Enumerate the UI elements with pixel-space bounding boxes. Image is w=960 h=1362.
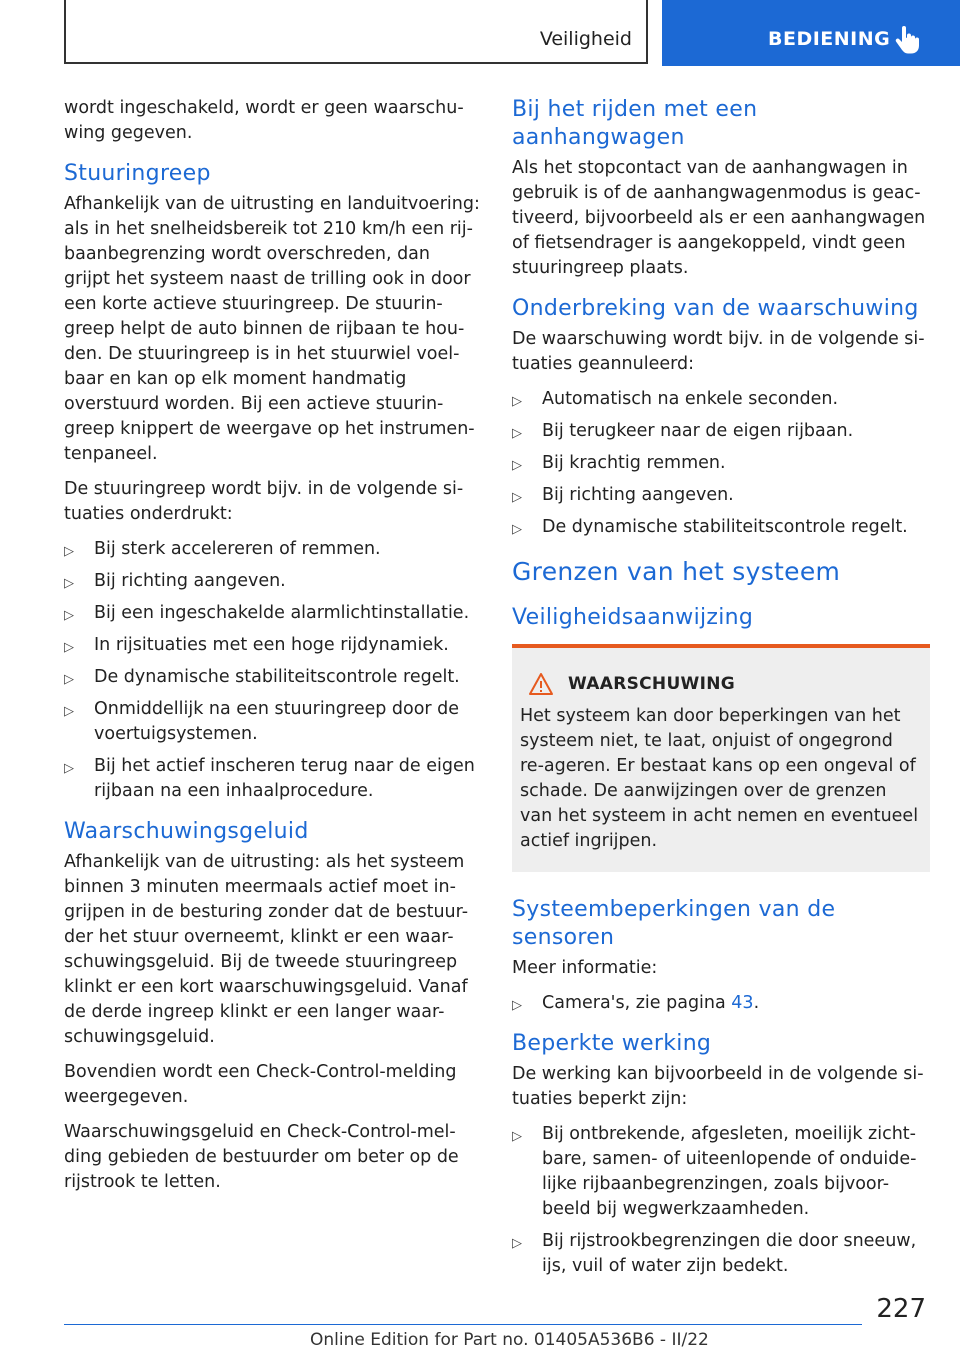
interrupt-list <box>512 387 930 540</box>
list-item: ▷ Bij richting aangeven. <box>64 569 480 594</box>
sound-paragraph-1: Afhankelijk van de uitrusting: als het systeem binnen 3 minuten meermaals actief moet in-grijpen in de besturing zonder dat de bestuur-der het stuur overneemt, klinkt er een waar-schuwingsgeluid. Bij de tweede stuuringreep klinkt er een kort waarschuwingsgeluid. Vanaf de derde ingreep klinkt er een langer waar-schuwingsgeluid. <box>64 852 469 1047</box>
limited-heading: Beperkte werking <box>512 1031 712 1056</box>
sound-paragraph-3: Waarschuwingsgeluid en Check-Control-mel-ding gebieden de bestuurder om beter op de rijstrook te letten. <box>64 1122 459 1192</box>
trailer-heading: Bij het rijden met een aanhangwagen <box>512 97 758 150</box>
header-chapter-tab <box>662 0 960 66</box>
steer-heading: Stuuringreep <box>64 161 211 186</box>
triangle-bullet-icon: ▷ <box>512 490 522 505</box>
right-column <box>512 96 930 1286</box>
hand-pointer-icon <box>894 26 920 54</box>
list-item: ▷ Automatisch na enkele seconden. <box>512 387 930 412</box>
list-item: ▷ Bij krachtig remmen. <box>512 451 930 476</box>
sound-paragraph-2: Bovendien wordt een Check-Control-melding weergegeven. <box>64 1062 457 1107</box>
header-chapter-label: BEDIENING <box>768 28 891 50</box>
list-item: ▷ Bij terugkeer naar de eigen rijbaan. <box>512 419 930 444</box>
triangle-bullet-icon: ▷ <box>64 672 74 687</box>
triangle-bullet-icon: ▷ <box>64 608 74 623</box>
warning-triangle-icon <box>528 672 554 696</box>
triangle-bullet-icon: ▷ <box>512 426 522 441</box>
triangle-bullet-icon: ▷ <box>64 761 74 776</box>
header-section-label: Veiligheid <box>539 28 632 50</box>
triangle-bullet-icon: ▷ <box>512 998 522 1013</box>
list-item: ▷ Bij rijstrookbegrenzingen die door sneeuw, ijs, vuil of water zijn bedekt. <box>512 1231 917 1276</box>
triangle-bullet-icon: ▷ <box>64 544 74 559</box>
list-item: ▷ Bij ontbrekende, afgesleten, moeilijk zicht-bare, samen- of uiteenlopende of onduide-lijke rijbaanbegrenzingen, zoals bijvoor-beeld bij wegwerkzaamheden. <box>512 1124 917 1219</box>
limited-paragraph: De werking kan bijvoorbeeld in de volgende si-tuaties beperkt zijn: <box>512 1064 924 1109</box>
trailer-paragraph: Als het stopcontact van de aanhangwagen in gebruik is of de aanhangwagenmodus is geac-tiveerd, bijvoorbeeld als er een aanhangwagen of fietsendrager is aangekoppeld, vindt geen stuuringreep plaats. <box>512 158 926 278</box>
list-item: ▷ Camera's, zie pagina 43. <box>512 991 930 1016</box>
list-item: ▷ Bij sterk accelereren of remmen. <box>64 537 480 562</box>
sensor-paragraph: Meer informatie: <box>512 958 658 978</box>
list-item: ▷ Bij het actief inscheren terug naar de eigen rijbaan na een inhaalprocedure. <box>64 756 475 801</box>
header-section-tab <box>64 0 648 64</box>
list-item: ▷ In rijsituaties met een hoge rijdynamiek. <box>64 633 480 658</box>
list-item: ▷ Bij een ingeschakelde alarmlichtinstallatie. <box>64 601 480 626</box>
limits-heading: Grenzen van het systeem <box>512 557 841 586</box>
warning-text: Het systeem kan door beperkingen van het systeem niet, te laat, onjuist of ongegrond re-ageren. Er bestaat kans op een ongeval of schade. De aanwijzingen over de grenzen van het systeem in acht nemen en eventueel actief ingrijpen. <box>520 706 919 851</box>
limited-list <box>512 1122 930 1279</box>
sensor-heading: Systeembeperkingen van de sensoren <box>512 897 836 950</box>
page-number: 227 <box>876 1294 926 1324</box>
intro-paragraph: wordt ingeschakeld, wordt er geen waarschu-wing gegeven. <box>64 98 464 143</box>
steer-paragraph-1: Afhankelijk van de uitrusting en landuitvoering: als in het snelheidsbereik tot 210 km/h een rij-baanbegrenzing wordt overschreden, dan grijpt het systeem naast de trilling ook in door een korte actieve stuuringreep. De stuurin-greep helpt de auto binnen de rijbaan te hou-den. De stuuringreep is in het stuurwiel voel-baar en kan op elk moment handmatig overstuurd worden. Bij een actieve stuurin-greep knippert de weergave op het instrumen-tenpaneel. <box>64 194 480 464</box>
warning-title: WAARSCHUWING <box>568 674 736 694</box>
list-item: ▷ Onmiddellijk na een stuuringreep door de voertuigsystemen. <box>64 699 460 744</box>
triangle-bullet-icon: ▷ <box>64 576 74 591</box>
triangle-bullet-icon: ▷ <box>512 394 522 409</box>
list-item: ▷ Bij richting aangeven. <box>512 483 930 508</box>
left-column <box>64 96 480 1205</box>
triangle-bullet-icon: ▷ <box>512 458 522 473</box>
warning-title-row <box>520 672 922 696</box>
triangle-bullet-icon: ▷ <box>512 1129 522 1144</box>
list-item: ▷ De dynamische stabiliteitscontrole regelt. <box>512 515 930 540</box>
steer-paragraph-2: De stuuringreep wordt bijv. in de volgende si-tuaties onderdrukt: <box>64 479 464 524</box>
sound-heading: Waarschuwingsgeluid <box>64 819 309 844</box>
triangle-bullet-icon: ▷ <box>64 704 74 719</box>
steer-list <box>64 537 480 804</box>
warning-box <box>512 644 930 872</box>
sensor-list <box>512 991 930 1016</box>
list-item: ▷ De dynamische stabiliteitscontrole regelt. <box>64 665 480 690</box>
triangle-bullet-icon: ▷ <box>64 640 74 655</box>
footer-edition: Online Edition for Part no. 01405A536B6 - II/22 <box>310 1330 709 1350</box>
triangle-bullet-icon: ▷ <box>512 522 522 537</box>
safety-heading: Veiligheidsaanwijzing <box>512 605 754 630</box>
page-link-43[interactable]: 43 <box>731 993 754 1013</box>
interrupt-heading: Onderbreking van de waarschuwing <box>512 296 919 321</box>
interrupt-paragraph: De waarschuwing wordt bijv. in de volgende si-tuaties geannuleerd: <box>512 329 925 374</box>
triangle-bullet-icon: ▷ <box>512 1236 522 1251</box>
footer-divider <box>64 1324 862 1325</box>
